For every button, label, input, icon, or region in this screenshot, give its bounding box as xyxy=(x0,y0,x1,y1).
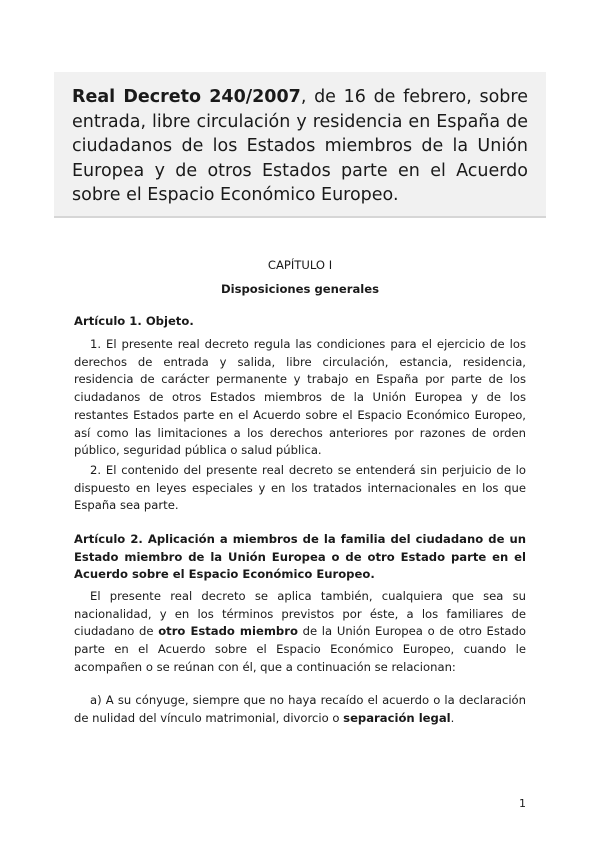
article-2-item-a xyxy=(74,692,526,727)
article-2-item-a-text-b: . xyxy=(450,710,455,725)
article-2-item-a-text-a: a) A su cónyuge, siempre que no haya recaído el acuerdo o la declaración de nulidad del vínculo matrimonial, divorcio o xyxy=(74,693,526,725)
article-1-heading: Artículo 1. Objeto. xyxy=(74,314,194,328)
article-1-paragraph-2: 2. El contenido del presente real decreto se entenderá sin perjuicio de lo dispuesto en leyes especiales y en los tratados internacionales en los que España sea parte. xyxy=(74,463,526,513)
page-number: 1 xyxy=(519,797,526,810)
document-title xyxy=(72,85,528,208)
article-2-item-a-bold: separación legal xyxy=(343,710,451,725)
article-2-p1-bold: otro Estado miembro xyxy=(158,624,298,639)
title-bold: Real Decreto 240/2007 xyxy=(72,87,301,107)
chapter-number: CAPÍTULO I xyxy=(267,258,333,272)
article-1-paragraph-1: 1. El presente real decreto regula las condiciones para el ejercicio de los derechos de entrada y salida, libre circulación, estancia, residencia, residencia de carácter permanente y trabajo en España por parte de los ciudadanos de otros Estados miembros de la Unión Europea y de los restantes Estados parte en el Acuerdo sobre el Espacio Económico Europeo, así como las limitaciones a los derechos anteriores por razones de orden público, seguridad pública o salud pública. xyxy=(74,337,526,458)
chapter-title: Disposiciones generales xyxy=(220,282,380,296)
article-2-paragraph-1 xyxy=(74,588,526,677)
article-2-p1-text-b: de la Unión Europea o de otro Estado parte en el Acuerdo sobre el Espacio Económico Europeo, cuando le acompañen o se reúnan con él, que a continuación se relacionan: xyxy=(74,624,526,674)
title-box xyxy=(54,72,546,218)
article-2-heading: Artículo 2. Aplicación a miembros de la familia del ciudadano de un Estado miembro de la Unión Europea o de otro Estado parte en el Acuerdo sobre el Espacio Económico Europeo. xyxy=(74,532,526,582)
article-2-p1-text-a: El presente real decreto se aplica también, cualquiera que sea su nacionalidad, y en los términos previstos por éste, a los familiares de ciudadano de xyxy=(74,589,526,639)
title-rest: , de 16 de febrero, sobre entrada, libre circulación y residencia en España de ciudadanos de los Estados miembros de la Unión Europea y de otros Estados parte en el Acuerdo sobre el Espacio Económico Europeo. xyxy=(72,87,528,206)
